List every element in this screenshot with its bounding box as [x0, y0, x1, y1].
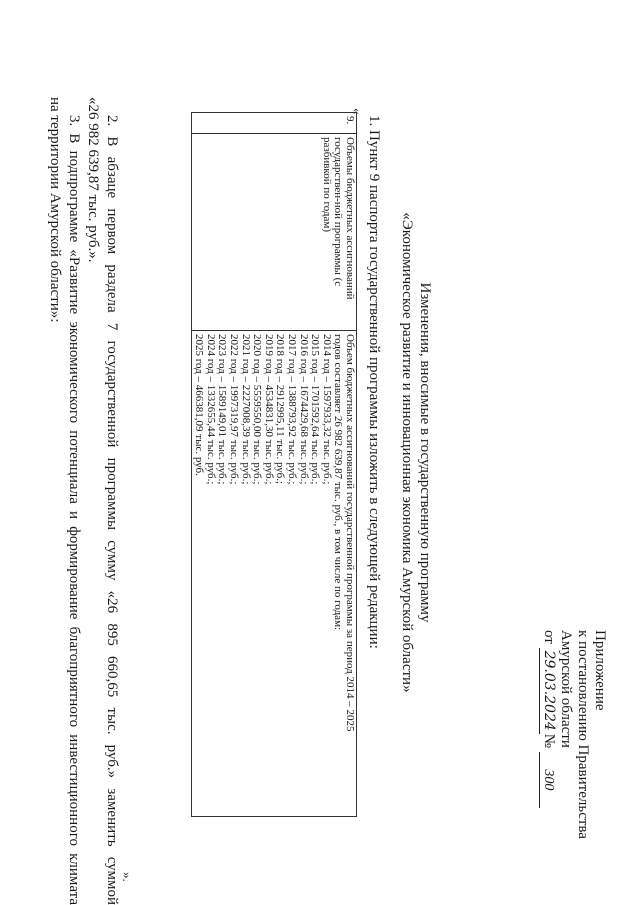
year-line: 2021 год – 2227008,39 тыс. руб.;	[239, 334, 252, 485]
document-title-line-1: Изменения, вносимые в государственную программу	[417, 282, 433, 623]
region-name: Амурской области	[558, 630, 574, 748]
year-line: 2016 год – 1674429,68 тыс. руб.;	[297, 334, 310, 485]
opening-quote: «	[350, 108, 365, 115]
year-line: 2025 год – 466381,09 тыс. руб.	[193, 334, 206, 476]
paragraph-3-line-2: на территории Амурской области»:	[47, 97, 63, 323]
closing-quote: ».	[120, 872, 135, 882]
year-line: 2022 год – 1997319,97 тыс. руб.;	[228, 334, 241, 485]
paragraph-3-line-1: 3. В подпрограмме «Развитие экономического потенциала и формирование благоприятного инвестиционного климата	[66, 115, 82, 905]
row-name: Объемы бюджетных ассигнований государствен-ной программы (с разбивкой по годам)	[191, 134, 356, 331]
paragraph-2-line-1: 2. В абзаце первом раздела 7 государственной программы сумму «26 895 660,65 тыс. руб.» заменить суммой	[104, 115, 120, 905]
year-line: 2014 год – 1597933,32 тыс. руб.;	[320, 334, 333, 485]
paragraph-2-line-2: «26 982 639,87 тыс. руб.».	[85, 97, 101, 263]
number-sign: №	[541, 733, 557, 749]
year-line: 2015 год – 1701592,64 тыс. руб.;	[309, 334, 322, 485]
item-1-text: 1. Пункт 9 паспорта государственной программы изложить в следующей редакции:	[366, 115, 382, 649]
appendix-label: Приложение	[592, 630, 608, 711]
handwritten-number: 300	[539, 752, 557, 808]
year-line: 2018 год – 2912995,11 тыс. руб.;	[274, 334, 287, 485]
funding-intro-2: годов составляет 26 982 639,87 тыс. руб., в том числе по годам:	[332, 334, 345, 631]
row-values	[191, 331, 356, 817]
passport-table	[191, 112, 357, 817]
year-line: 2023 год – 1589149,01 тыс. руб.;	[216, 334, 229, 485]
date-number-line	[539, 630, 557, 850]
row-number: 9.	[191, 113, 356, 134]
resolution-ref: к постановлению Правительства	[575, 630, 591, 839]
from-label: от	[541, 630, 557, 644]
document-title-line-2: «Экономическое развитие и инновационная экономика Амурской области»	[399, 212, 415, 693]
year-line: 2019 год – 4534831,30 тыс. руб.;	[262, 334, 275, 485]
year-line: 2024 год – 1332655,44 тыс. руб.;	[204, 334, 217, 485]
year-line: 2020 год – 5559550,00 тыс. руб.;	[251, 334, 264, 485]
table-row	[191, 113, 356, 817]
year-line: 2017 год – 1388793,92 тыс. руб.;	[286, 334, 299, 485]
appendix-header	[539, 630, 608, 850]
funding-intro-1: Объем бюджетных ассигнований государственной программы за период 2014 – 2025	[344, 334, 356, 732]
handwritten-date: 29.03.2024	[539, 648, 557, 734]
